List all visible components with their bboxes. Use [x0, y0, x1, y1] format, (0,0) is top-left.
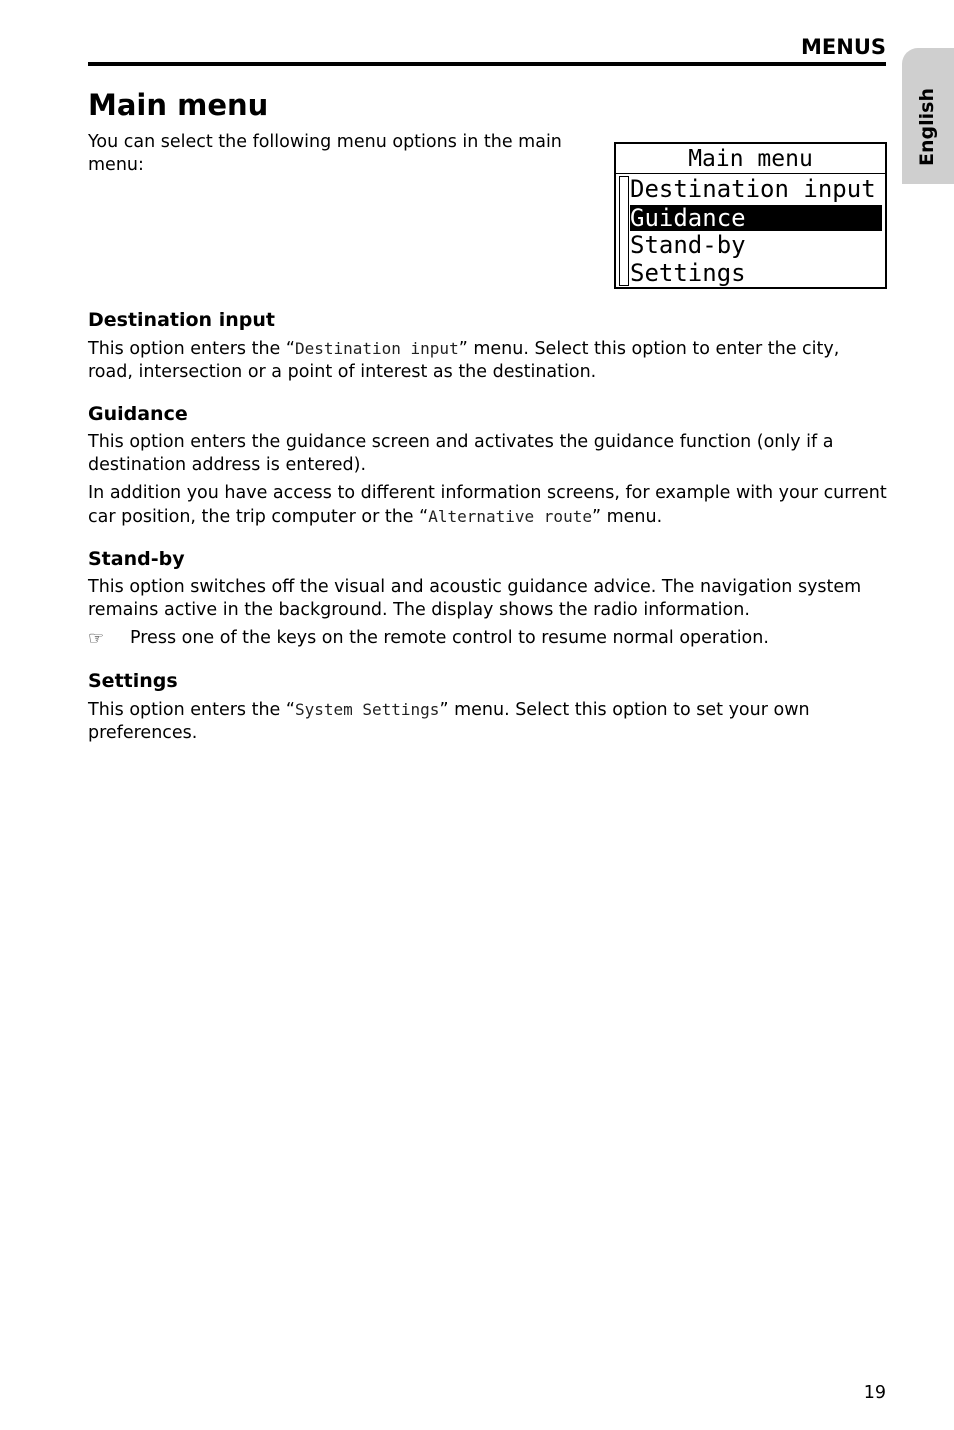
guidance-menu-code: Alternative route — [428, 507, 592, 526]
lcd-title: Main menu — [616, 144, 885, 174]
heading-stand-by: Stand-by — [88, 548, 185, 570]
lcd-item-guidance-selected: Guidance — [630, 205, 882, 231]
guidance-text-a: In addition you have access to different information screens, for example with your current car position, the trip computer or the “ — [88, 483, 887, 527]
lcd-item-settings: Settings — [630, 259, 746, 287]
lcd-item-destination-input: Destination input — [630, 175, 876, 203]
language-tab — [902, 48, 954, 184]
settings-text-b: ” menu. Select this option to set your own preferences. — [88, 700, 810, 743]
section-header: MENUS — [801, 35, 886, 59]
standby-paragraph: This option switches off the visual and acoustic guidance advice. The navigation system remains active in the background. The display shows the radio information. — [88, 577, 862, 620]
guidance-text-b: ” menu. — [591, 507, 663, 527]
destination-text-a: This option enters the “ — [88, 339, 295, 359]
heading-destination-input: Destination input — [88, 309, 275, 331]
destination-menu-code: Destination input — [294, 339, 459, 358]
page-title: Main menu — [88, 88, 269, 122]
settings-text-a: This option enters the “ — [88, 700, 295, 720]
page-number: 19 — [863, 1383, 886, 1403]
destination-paragraph — [88, 337, 888, 384]
header-rule — [88, 62, 886, 66]
intro-text: You can select the following menu options in the main menu: — [88, 132, 562, 175]
guidance-paragraph-2 — [88, 482, 888, 529]
heading-guidance: Guidance — [88, 403, 188, 425]
destination-text-b: ” menu. Select this option to enter the city, road, intersection or a point of interest as the destination. — [88, 339, 840, 382]
language-tab-label: English — [916, 88, 938, 166]
lcd-item-stand-by: Stand-by — [630, 231, 746, 259]
standby-note: Press one of the keys on the remote control to resume normal operation. — [130, 628, 769, 648]
settings-paragraph — [88, 698, 888, 745]
settings-menu-code: System Settings — [294, 700, 440, 719]
lcd-scrollbar — [619, 176, 629, 286]
guidance-paragraph-1: This option enters the guidance screen and activates the guidance function (only if a destination address is entered). — [88, 432, 834, 475]
pointing-hand-icon: ☞ — [88, 628, 105, 649]
lcd-display — [614, 142, 887, 289]
heading-settings: Settings — [88, 670, 178, 692]
